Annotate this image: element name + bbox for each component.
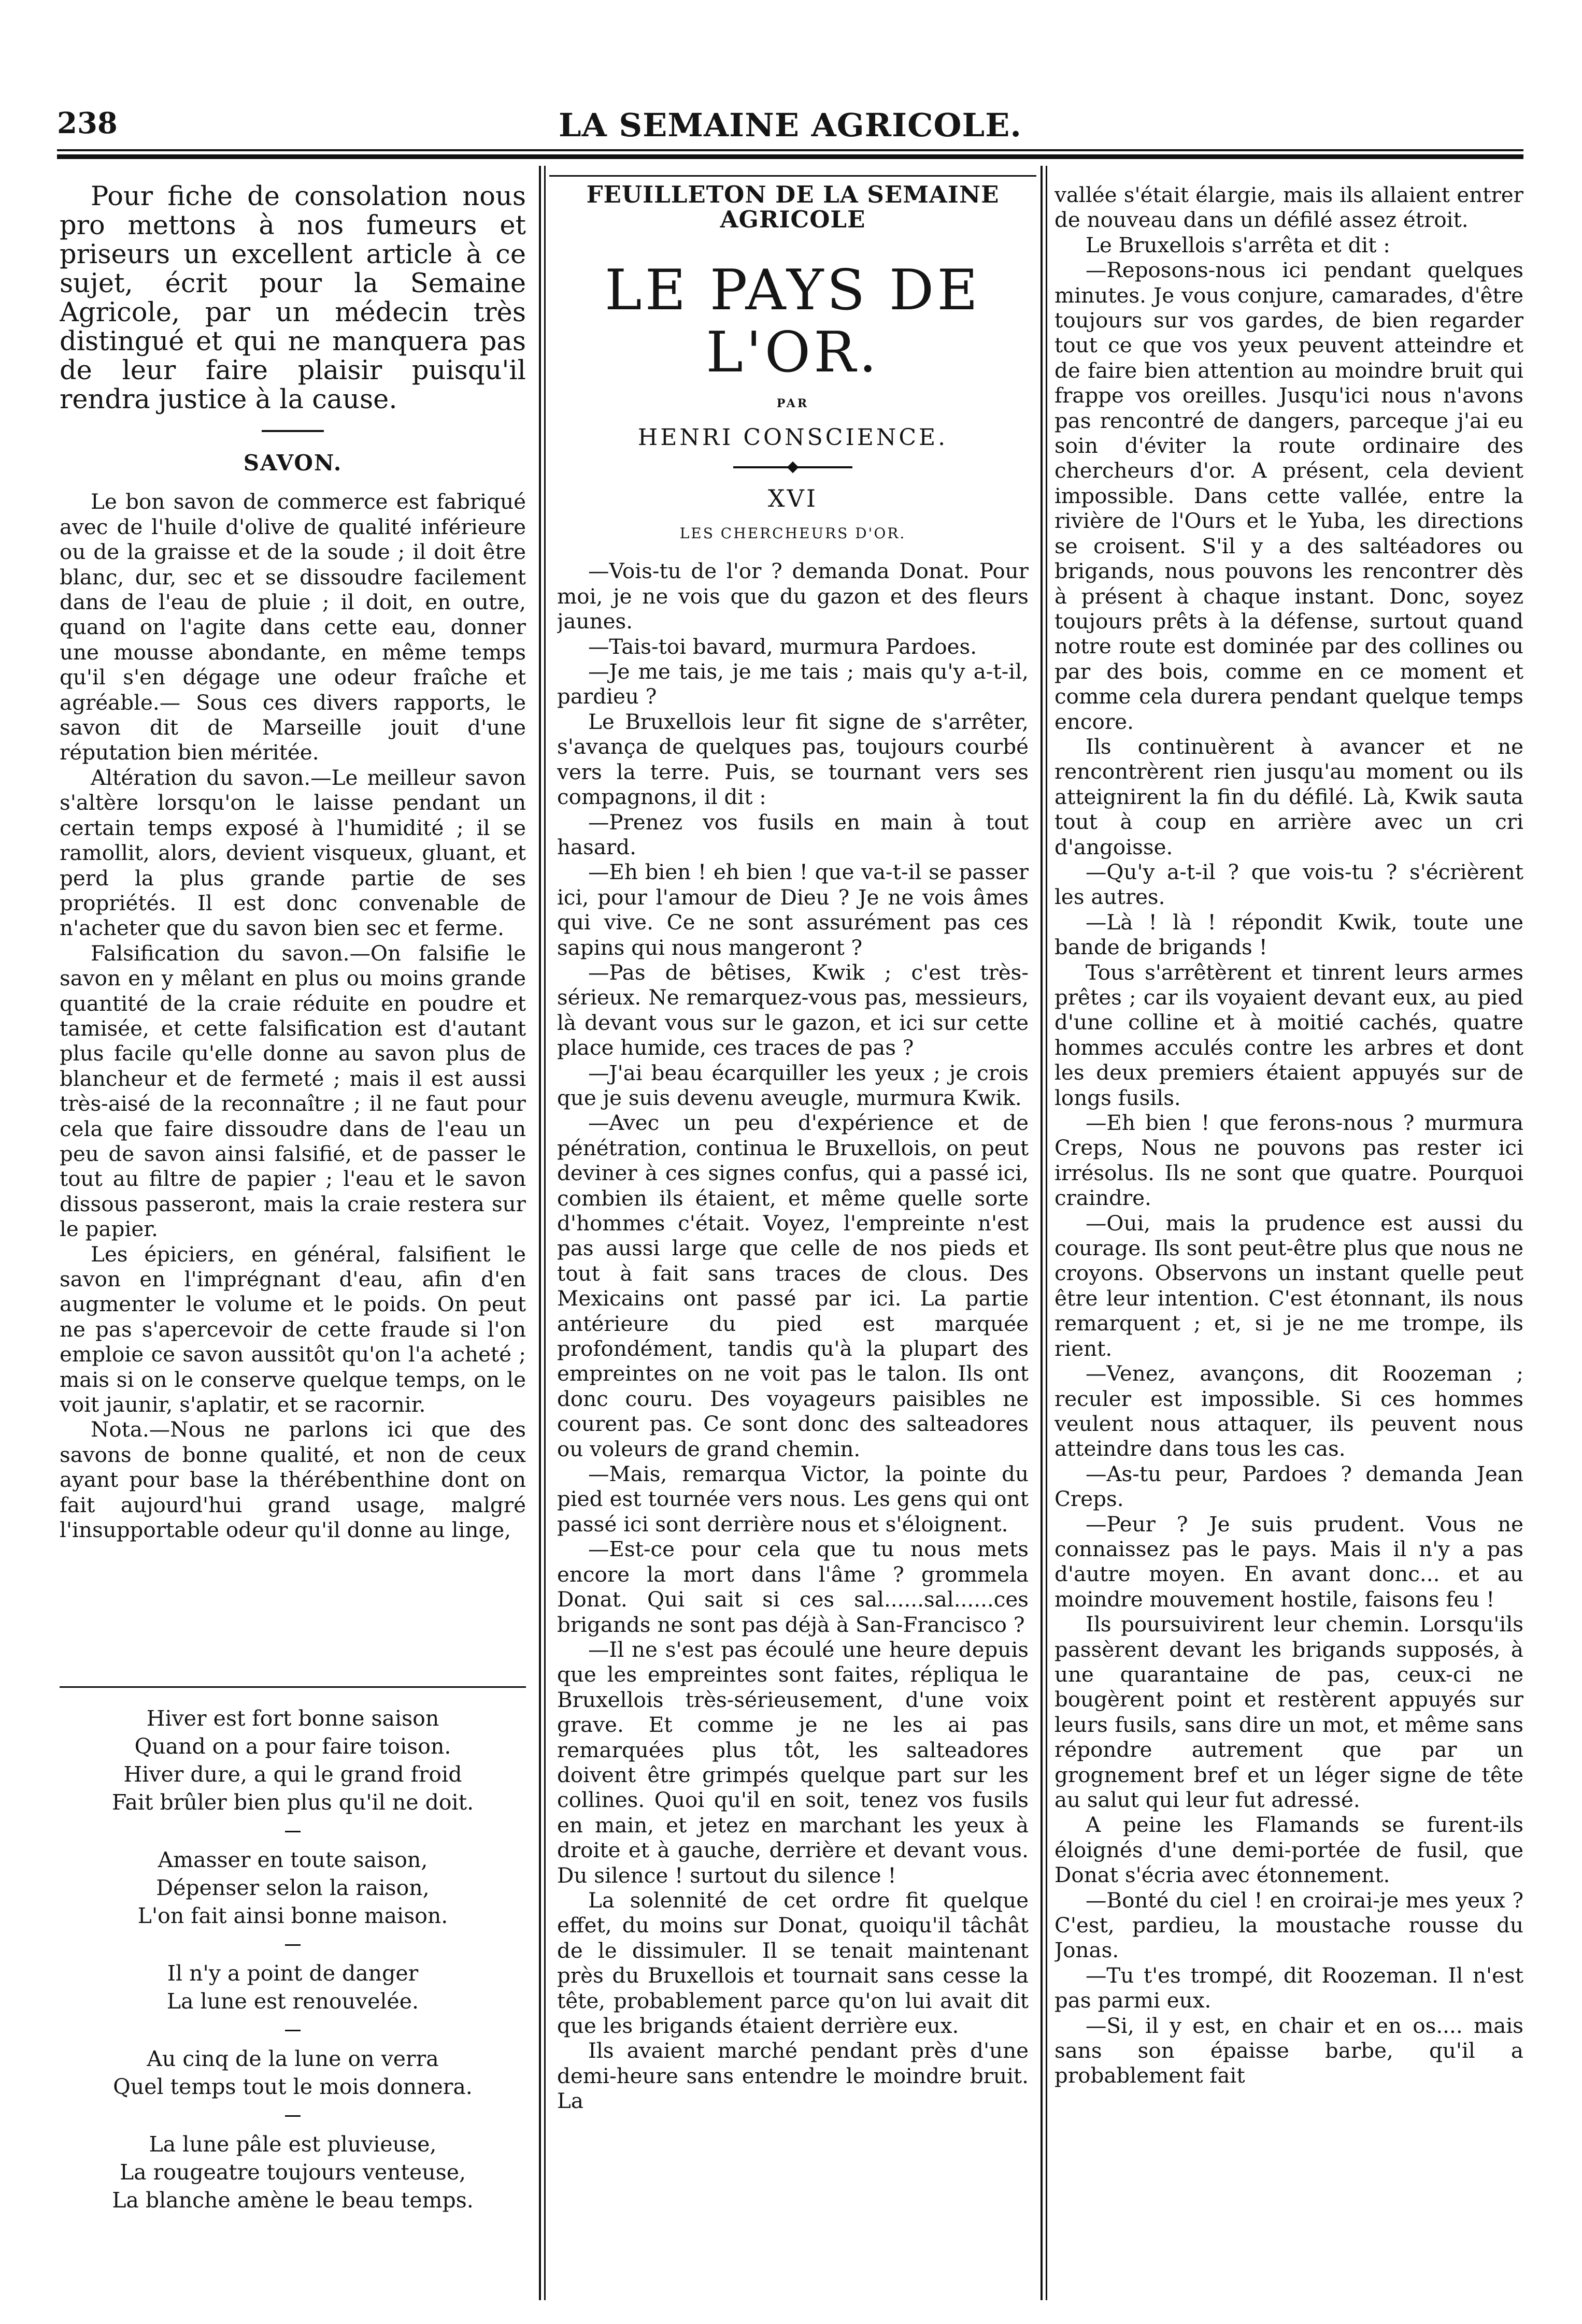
poem-stanza xyxy=(60,1704,526,1816)
by-label: PAR xyxy=(776,396,809,410)
story-paragraph: —Prenez vos fusils en main à tout hasard. xyxy=(557,809,1029,859)
story-paragraph: Tous s'arrêtèrent et tinrent leurs armes prêtes ; car ils voyaient devant eux, au pied d'une colline et à moitié cachés, quatre hommes acculés contre les arbres et dont les deux premiers étaient appuyés sur de longs fusils. xyxy=(1054,959,1523,1110)
section-title: SAVON. xyxy=(243,450,343,476)
story-paragraph: A peine les Flamands se furent-ils éloignés d'une demi-portée de fusil, que Donat s'écria avec étonnement. xyxy=(1054,1812,1523,1888)
header-rule-thin xyxy=(57,149,1523,151)
story-paragraph: —Avec un peu d'expérience et de pénétration, continua le Bruxellois, on peut deviner à ces signes confus, qui a passé ici, combien ils étaient, et même quelle sorte d'hommes c'était. Voyez, l'empreinte n'est pas aussi large que celle de nos pieds et tout à fait sans traces de clous. Des Mexicains ont passé par ici. La partie antérieure du pied est marquée profondément, tandis qu'à la plupart des empreintes on ne voit pas le talon. Ils ont donc couru. Des voyageurs paisibles ne courent pas. Ce sont donc des salteadores ou voleurs de grand chemin. xyxy=(557,1110,1029,1461)
story-paragraph: —Oui, mais la prudence est aussi du courage. Ils sont peut-être plus que nous ne croyons. Observons un instant quelle peut être leur intention. C'est étonnant, ils nous remarquent ; et, si je ne me trompe, ils rient. xyxy=(1054,1210,1523,1361)
article-paragraph: Nota.—Nous ne parlons ici que des savons de bonne qualité, et non de ceux ayant pour base la thérébenthine dont on fait aujourd'hui grand usage, malgré l'insupportable odeur qu'il donne au linge, xyxy=(60,1417,526,1543)
chapter-number: XVI xyxy=(767,484,818,512)
savon-article xyxy=(60,489,526,1542)
poem-line: Il n'y a point de danger xyxy=(167,1961,419,1986)
article-paragraph: Le bon savon de commerce est fabriqué avec de l'huile d'olive de qualité inférieure ou de la graisse et de la soude ; il doit être blanc, dur, sec et se dissoudre facilement dans de l'eau de pluie ; il doit, en outre, quand on l'agite dans cette eau, donner une mousse abondante, en même temps qu'il s'en dégage une odeur fraîche et agréable.— Sous ces divers rapports, le savon dit de Marseille jouit d'une réputation bien méritée. xyxy=(60,489,526,765)
novel-title: LE PAYS DE L'OR. xyxy=(604,257,981,385)
poem-line: La lune pâle est pluvieuse, xyxy=(149,2132,437,2157)
poem-line: La rougeatre toujours venteuse, xyxy=(119,2160,466,2185)
poem-line: Quand on a pour faire toison. xyxy=(134,1734,451,1759)
story-paragraph: —Si, il y est, en chair et en os.... mais sans son épaisse barbe, qu'il a probablement fait xyxy=(1054,2013,1523,2088)
story-paragraph: —As-tu peur, Pardoes ? demanda Jean Creps. xyxy=(1054,1461,1523,1512)
poem-line: Hiver est fort bonne saison xyxy=(146,1706,439,1731)
author-name: HENRI CONSCIENCE. xyxy=(637,424,948,451)
story-paragraph: —Reposons-nous ici pendant quelques minutes. Je vous conjure, camarades, d'être toujours sur vos gardes, de bien regarder tout ce que vos yeux peuvent atteindre et de faire bien attention au moindre bruit qui frappe vos oreilles. Jusqu'ici nous n'avons pas rencontré de dangers, parceque j'ai eu soin d'éviter la route ordinaire des chercheurs d'or. A présent, cela devient impossible. Dans cette vallée, entre la rivière de l'Ours et le Yuba, les directions se croisent. S'il y a des saltéadores ou brigands, nous pouvons les rencontrer dès à présent à chaque instant. Donc, soyez toujours prêts à la défense, surtout quand notre route est dominée par des collines ou par des bois, comme en ce moment et comme cela durera pendant quelque temps encore. xyxy=(1054,257,1523,734)
column-divider-left xyxy=(539,166,541,2300)
page-number: 238 xyxy=(57,106,118,140)
story-paragraph: Ils poursuivirent leur chemin. Lorsqu'ils passèrent devant les brigands supposés, à une quarantaine de pas, ceux-ci ne bougèrent point et restèrent appuyés sur leurs fusils, sans dire un mot, et même sans répondre autrement que par un grognement bref et un léger signe de tête au salut qui leur fut adressé. xyxy=(1054,1612,1523,1812)
article-paragraph: Falsification du savon.—On falsifie le savon en y mêlant en plus ou moins grande quantité de la craie réduite en poudre et tamisée, et cette falsification est d'autant plus facile qu'elle donne au savon plus de blancheur et de fermeté ; mais il est aussi très-aisé de la reconnaître ; il ne faut pour cela que faire dissoudre dans de l'eau un peu de savon ainsi falsifié, et de passer le tout au filtre de papier ; l'eau et le savon dissous passeront, mais la craie restera sur le papier. xyxy=(60,940,526,1242)
feuilleton-rule xyxy=(549,175,1036,177)
column-divider-right-inner xyxy=(1046,166,1047,2300)
story-paragraph: —Eh bien ! que ferons-nous ? murmura Creps, Nous ne pouvons pas rester ici irrésolus. Ils ne sont que quatre. Pourquoi craindre. xyxy=(1054,1110,1523,1211)
stanza-separator xyxy=(285,1831,301,1832)
poem-rule xyxy=(60,1686,526,1688)
chapter-title: LES CHERCHEURS D'OR. xyxy=(679,525,906,542)
page-header xyxy=(57,106,1523,142)
poem-line: La lune est renouvelée. xyxy=(166,1989,419,2014)
story-paragraph: —Tais-toi bavard, murmura Pardoes. xyxy=(588,634,977,659)
feuilleton-heading: FEUILLETON DE LA SEMAINE AGRICOLE xyxy=(586,182,1000,234)
poem-line: La blanche amène le beau temps. xyxy=(112,2188,474,2213)
story-paragraph: —Peur ? Je suis prudent. Vous ne connaissez pas le pays. Mais il n'y a pas d'autre moyen. En avant donc... et au moindre mouvement hostile, faisons feu ! xyxy=(1054,1511,1523,1612)
story-paragraph: Ils continuèrent à avancer et ne rencontrèrent rien jusqu'au moment ou ils atteignirent la fin du défilé. Là, Kwik sauta tout à coup en arrière avec un cri d'angoisse. xyxy=(1054,734,1523,859)
column-divider-left-inner xyxy=(544,166,546,2300)
story-paragraph: —Est-ce pour cela que tu nous mets encore la mort dans l'âme ? grommela Donat. Qui sait si ces sal......sal......ces brigands ne sont pas déjà à San-Francisco ? xyxy=(557,1537,1029,1637)
header-rule-thick xyxy=(57,154,1523,159)
story-paragraph: Ils avaient marché pendant près d'une demi-heure sans entendre le moindre bruit. La xyxy=(557,2038,1029,2114)
article-paragraph: Les épiciers, en général, falsifient le savon en l'imprégnant d'eau, afin d'en augmenter le volume et le poids. On peut ne pas s'apercevoir de cette fraude si l'on emploie ce savon aussitôt qu'on l'a acheté ; mais si on le conserve quelque temps, on le voit jaunir, s'aplatir, et se racornir. xyxy=(60,1241,526,1417)
poem-stanza xyxy=(60,1846,526,1930)
story-paragraph: —J'ai beau écarquiller les yeux ; je crois que je suis devenu aveugle, murmura Kwik. xyxy=(557,1060,1029,1110)
ornament-divider xyxy=(733,466,852,468)
story-paragraph: —Qu'y a-t-il ? que vois-tu ? s'écrièrent les autres. xyxy=(1054,859,1523,910)
story-paragraph: —Vois-tu de l'or ? demanda Donat. Pour moi, je ne vois que du gazon et des fleurs jaunes. xyxy=(557,558,1029,634)
story-paragraph: —Tu t'es trompé, dit Roozeman. Il n'est pas parmi eux. xyxy=(1054,1962,1523,2013)
poem-line: Amasser en toute saison, xyxy=(158,1847,428,1872)
poem-stanza xyxy=(60,2045,526,2101)
story-paragraph: —Là ! là ! répondit Kwik, toute une bande de brigands ! xyxy=(1054,909,1523,960)
story-paragraph: vallée s'était élargie, mais ils allaient entrer de nouveau dans un défilé assez étroit. xyxy=(1054,182,1523,233)
left-column xyxy=(60,182,526,1685)
story-paragraph: La solennité de cet ordre fit quelque effet, du moins sur Donat, quoiqu'il tâchât de le dissimuler. Il se tenait maintenant près du Bruxellois et tournait sans cesse la tête, probablement parce qu'on lui avait dit que les brigands étaient derrière eux. xyxy=(557,1887,1029,2038)
poem-stanza xyxy=(60,2130,526,2214)
section-separator xyxy=(262,430,324,432)
intro-text xyxy=(60,182,526,414)
article-paragraph: Altération du savon.—Le meilleur savon s'altère lorsqu'on le laisse pendant un certain temps exposé à l'humidité ; il se ramollit, alors, devient visqueux, gluant, et perd la plus grande partie de ses propriétés. Il est donc convenable de n'acheter que du savon bien sec et ferme. xyxy=(60,765,526,941)
running-title: LA SEMAINE AGRICOLE. xyxy=(559,106,1022,144)
poem-line: L'on fait ainsi bonne maison. xyxy=(137,1903,448,1928)
poem-line: Hiver dure, a qui le grand froid xyxy=(123,1762,462,1787)
story-paragraph: Le Bruxellois leur fit signe de s'arrêter, s'avança de quelques pas, toujours courbé vers la terre. Puis, se tournant vers ses compagnons, il dit : xyxy=(557,709,1029,810)
story-paragraph: —Je me tais, je me tais ; mais qu'y a-t-il, pardieu ? xyxy=(557,659,1029,709)
right-column xyxy=(1054,182,1523,2270)
story-paragraph: —Mais, remarqua Victor, la pointe du pied est tournée vers nous. Les gens qui ont passé ici sont derrière nous et s'éloignent. xyxy=(557,1461,1029,1537)
story-paragraph: —Venez, avançons, dit Roozeman ; reculer est impossible. Si ces hommes veulent nous attaquer, ils peuvent nous atteindre dans tous les cas. xyxy=(1054,1361,1523,1461)
stanza-separator xyxy=(285,1944,301,1946)
poem-line: Dépenser selon la raison, xyxy=(156,1875,430,1900)
column-divider-right xyxy=(1041,166,1043,2300)
story-paragraph: —Pas de bêtises, Kwik ; c'est très-sérieux. Ne remarquez-vous pas, messieurs, là devant vous sur le gazon, et ici sur cette place humide, ces traces de pas ? xyxy=(557,959,1029,1060)
stanza-separator xyxy=(285,2115,301,2117)
feuilleton-column xyxy=(557,182,1029,2270)
poem-line: Au cinq de la lune on verra xyxy=(147,2046,439,2071)
story-paragraph: —Bonté du ciel ! en croirai-je mes yeux ? C'est, pardieu, la moustache rousse du Jonas. xyxy=(1054,1887,1523,1963)
proverbs-poem xyxy=(60,1704,526,2229)
story-paragraph: —Il ne s'est pas écoulé une heure depuis que les empreintes sont faites, répliqua le Bruxellois très-sérieusement, d'une voix grave. Et comme je ne les ai pas remarquées plus tôt, les salteadores doivent être grimpés quelque part sur les collines. Quoi qu'il en soit, tenez vos fusils en main, et jetez en marchant les yeux à droite et à gauche, derrière et devant vous. Du silence ! surtout du silence ! xyxy=(557,1637,1029,1888)
poem-stanza xyxy=(60,1959,526,2015)
poem-line: Quel temps tout le mois donnera. xyxy=(113,2074,473,2099)
stanza-separator xyxy=(285,2030,301,2031)
poem-line: Fait brûler bien plus qu'il ne doit. xyxy=(111,1790,474,1815)
intro-paragraph: Pour fiche de consolation nous pro mettons à nos fumeurs et priseurs un excellent article à ce sujet, écrit pour la Semaine Agricole, par un médecin très distingué et qui ne manquera pas de leur faire plaisir puisqu'il rendra justice à la cause. xyxy=(60,182,526,415)
story-paragraph: —Eh bien ! eh bien ! que va-t-il se passer ici, pour l'amour de Dieu ? Je ne vois âmes qui vive. Ce ne sont assurément pas ces sapins qui nous mangeront ? xyxy=(557,859,1029,960)
story-paragraph: Le Bruxellois s'arrêta et dit : xyxy=(1086,232,1390,257)
